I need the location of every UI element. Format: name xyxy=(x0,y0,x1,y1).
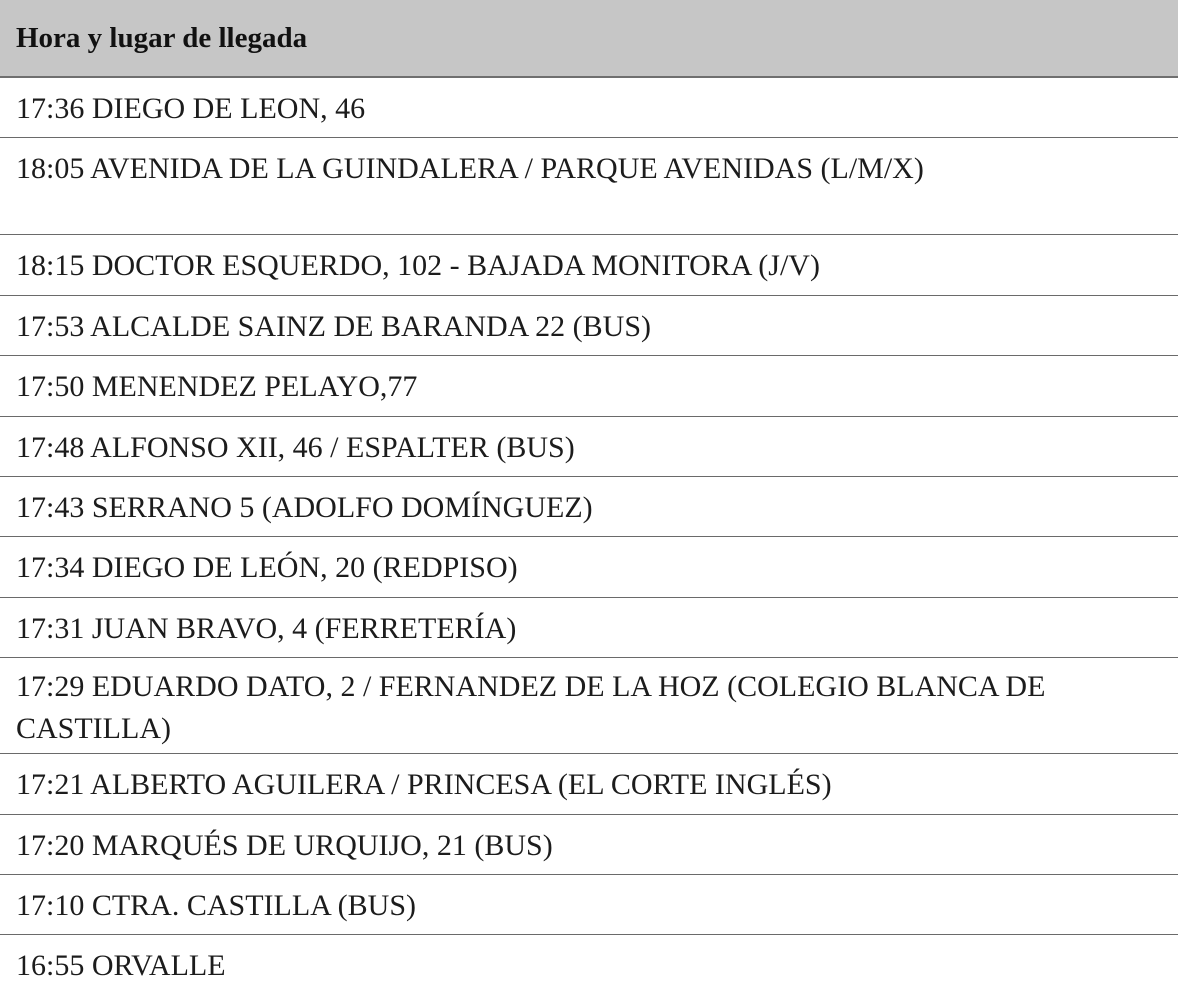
table-row: 18:05 AVENIDA DE LA GUINDALERA / PARQUE AVENIDAS (L/M/X) xyxy=(0,138,1178,235)
table-row: 17:10 CTRA. CASTILLA (BUS) xyxy=(0,875,1178,935)
table-row: 17:48 ALFONSO XII, 46 / ESPALTER (BUS) xyxy=(0,417,1178,477)
table-row: 17:29 EDUARDO DATO, 2 / FERNANDEZ DE LA HOZ (COLEGIO BLANCA DE CASTILLA) xyxy=(0,658,1178,754)
table-header-label: Hora y lugar de llegada xyxy=(16,21,308,54)
table-row: 17:34 DIEGO DE LEÓN, 20 (REDPISO) xyxy=(0,537,1178,597)
table-row: 17:20 MARQUÉS DE URQUIJO, 21 (BUS) xyxy=(0,815,1178,875)
table-row: 17:31 JUAN BRAVO, 4 (FERRETERÍA) xyxy=(0,598,1178,658)
table-row: 18:15 DOCTOR ESQUERDO, 102 - BAJADA MONITORA (J/V) xyxy=(0,235,1178,295)
table-row: 17:50 MENENDEZ PELAYO,77 xyxy=(0,356,1178,416)
table-header xyxy=(0,0,1178,78)
table-row: 17:21 ALBERTO AGUILERA / PRINCESA (EL CORTE INGLÉS) xyxy=(0,754,1178,814)
table-row: 17:36 DIEGO DE LEON, 46 xyxy=(0,78,1178,138)
table-row: 17:53 ALCALDE SAINZ DE BARANDA 22 (BUS) xyxy=(0,296,1178,356)
table-row: 17:43 SERRANO 5 (ADOLFO DOMÍNGUEZ) xyxy=(0,477,1178,537)
table-row: 16:55 ORVALLE xyxy=(16,949,226,983)
